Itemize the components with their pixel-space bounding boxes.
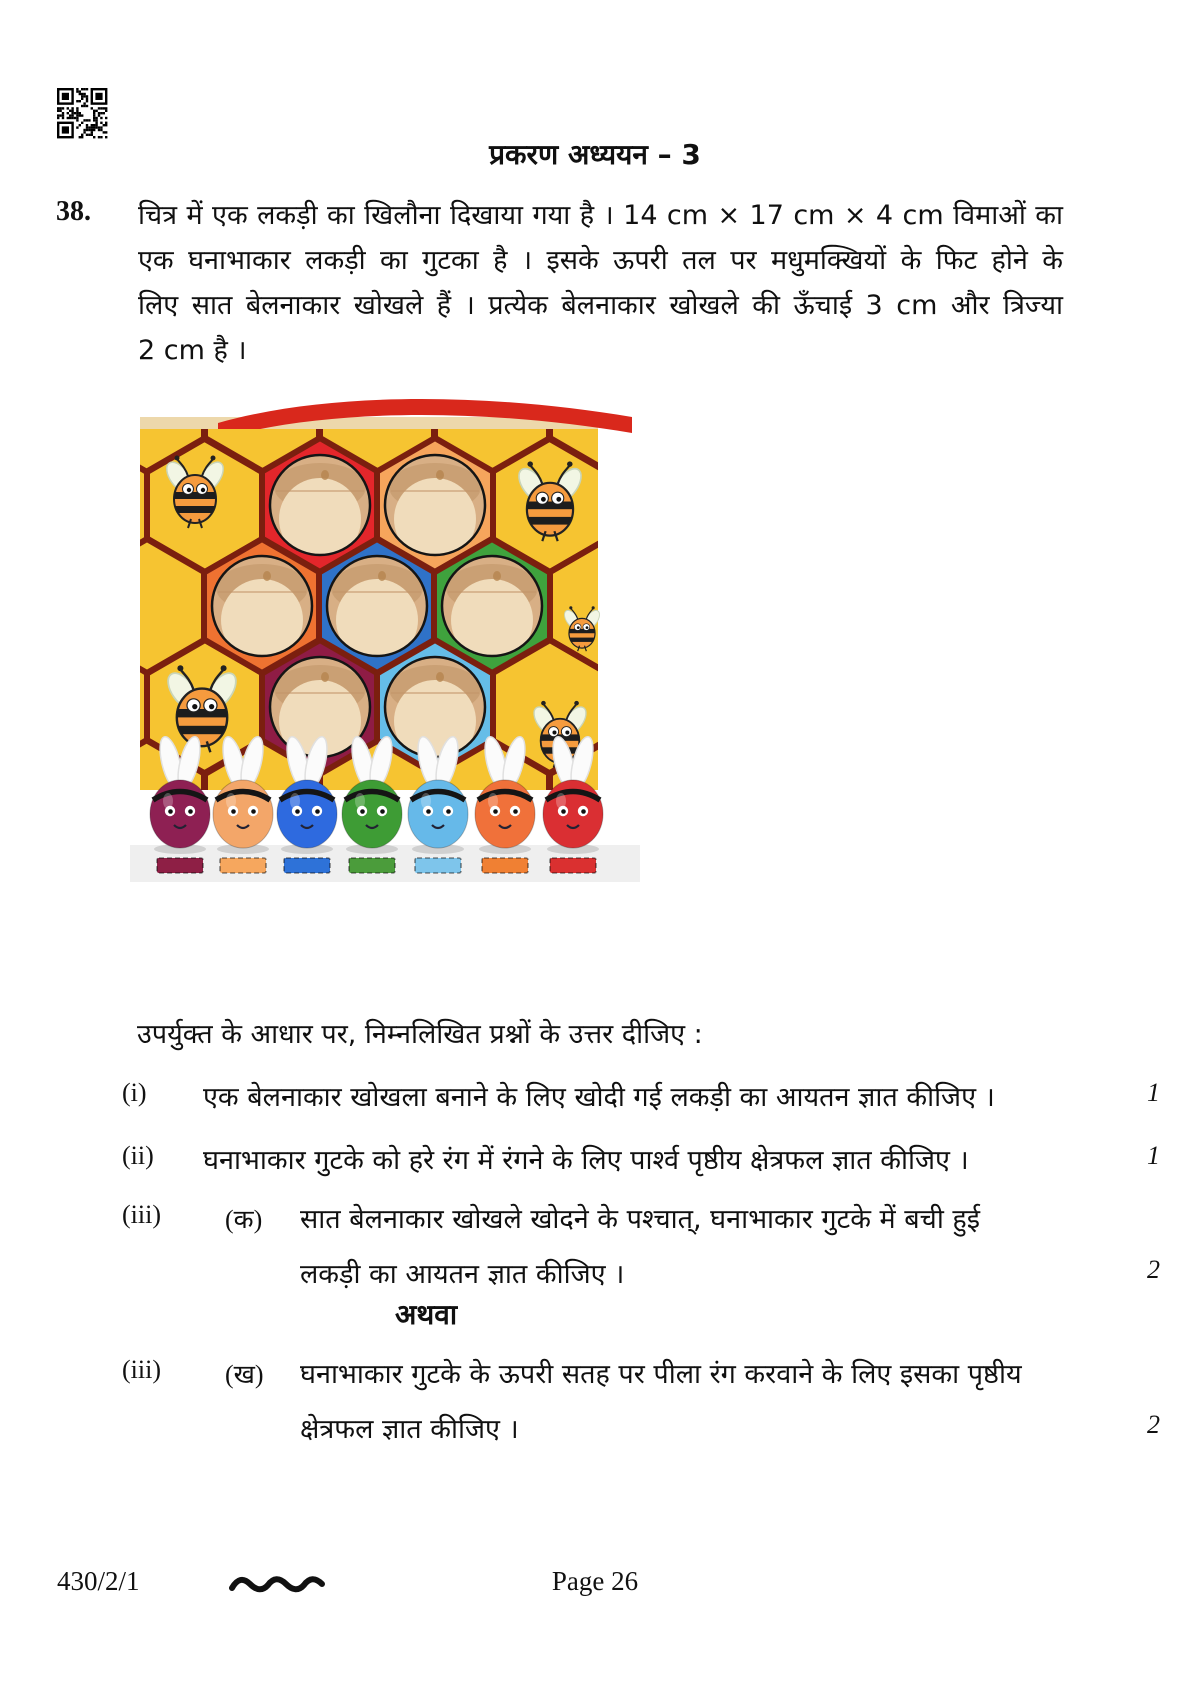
or-separator: अथवा [395, 1298, 458, 1331]
question-line: 2 cm है । [138, 335, 247, 366]
color-swatch [157, 858, 203, 873]
part-sublabel-iii-a: (क) [225, 1205, 263, 1234]
marks-iii-a: 2 [1147, 1255, 1160, 1284]
color-swatch [220, 858, 266, 873]
marks-iii-b: 2 [1147, 1410, 1160, 1439]
part-text-ii: घनाभाकार गुटके को हरे रंग में रंगने के लिए पार्श्व पृष्ठीय क्षेत्रफल ज्ञात कीजिए । [203, 1145, 969, 1176]
part-label-i: (i) [122, 1078, 147, 1107]
toy-photo [130, 377, 640, 882]
marks-i: 1 [1147, 1078, 1160, 1107]
page-number: Page 26 [551, 1566, 639, 1596]
question-line: लिए सात बेलनाकार खोखले हैं । प्रत्येक बेलनाकार खोखले की ऊँचाई 3 cm और त्रिज्या [138, 290, 1063, 321]
questions-intro: उपर्युक्त के आधार पर, निम्नलिखित प्रश्नों के उत्तर दीजिए : [137, 1019, 703, 1050]
section-heading: प्रकरण अध्ययन – 3 [489, 138, 701, 171]
part-label-iii-b: (iii) [122, 1355, 161, 1384]
part-text-iii-b-line2: क्षेत्रफल ज्ञात कीजिए । [300, 1414, 519, 1445]
color-swatch [284, 858, 330, 873]
question-line: एक घनाभाकार लकड़ी का गुटका है । इसके ऊपरी तल पर मधुमक्खियों के फिट होने के [138, 245, 1063, 276]
part-text-iii-b-line1: घनाभाकार गुटके के ऊपरी सतह पर पीला रंग करवाने के लिए इसका पृष्ठीय [300, 1359, 1022, 1390]
part-text-i: एक बेलनाकार खोखला बनाने के लिए खोदी गई लकड़ी का आयतन ज्ञात कीजिए । [203, 1082, 995, 1113]
marks-ii: 1 [1147, 1141, 1160, 1170]
part-sublabel-iii-b: (ख) [225, 1360, 264, 1389]
paper-code: 430/2/1 [57, 1566, 140, 1596]
part-text-iii-a-line2: लकड़ी का आयतन ज्ञात कीजिए । [300, 1259, 625, 1290]
color-swatch [349, 858, 395, 873]
part-label-iii-a: (iii) [122, 1200, 161, 1229]
part-label-ii: (ii) [122, 1141, 154, 1170]
color-swatch [550, 858, 596, 873]
part-text-iii-a-line1: सात बेलनाकार खोखले खोदने के पश्चात्, घनाभाकार गुटके में बची हुई [300, 1204, 980, 1235]
question-line: चित्र में एक लकड़ी का खिलौना दिखाया गया है । 14 cm × 17 cm × 4 cm विमाओं का [138, 200, 1063, 231]
question-number: 38. [56, 196, 91, 227]
color-swatch [482, 858, 528, 873]
question-text [138, 193, 1063, 373]
color-swatch [415, 858, 461, 873]
